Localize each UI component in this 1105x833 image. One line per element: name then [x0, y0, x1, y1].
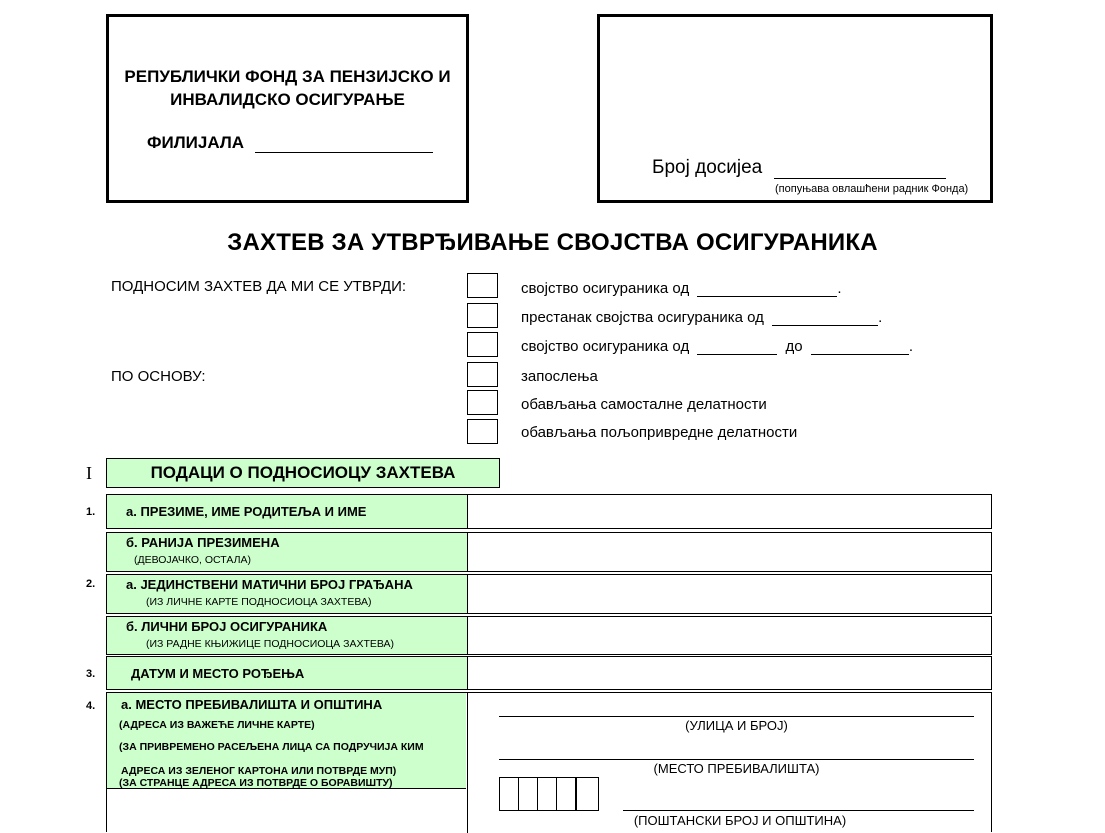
status-period-from-line[interactable]: [697, 354, 777, 355]
row-previous-surnames-input[interactable]: [468, 533, 991, 571]
form-title: ЗАХТЕВ ЗА УТВРЂИВАЊЕ СВОЈСТВА ОСИГУРАНИКА: [227, 229, 878, 256]
row-name-label-cell: [107, 495, 468, 528]
postal-code-box-4[interactable]: [556, 777, 576, 811]
row-residence-sub1: (АДРЕСА ИЗ ВАЖЕЋЕ ЛИЧНЕ КАРТЕ): [119, 719, 315, 731]
option-status-period: [521, 338, 913, 355]
checkbox-agriculture[interactable]: [467, 419, 498, 444]
option-status-period-dot: .: [908, 338, 913, 355]
checkbox-self-employment[interactable]: [467, 390, 498, 415]
postal-caption: (ПОШТАНСКИ БРОЈ И ОПШТИНА): [633, 813, 847, 828]
option-status-from: [521, 280, 842, 297]
row-number-1: 1.: [86, 506, 96, 518]
status-from-date-line[interactable]: [697, 296, 837, 297]
street-input-line[interactable]: [499, 716, 974, 717]
row-name: [106, 494, 992, 529]
postal-code-box-2[interactable]: [518, 777, 538, 811]
row-insured-number-sub: (ИЗ РАДНЕ КЊИЖИЦЕ ПОДНОСИОЦА ЗАХТЕВА): [146, 638, 395, 650]
fund-header-box: [106, 14, 469, 203]
option-status-end-label: престанак својства осигураника од: [521, 309, 764, 326]
row-birth-label: ДАТУМ И МЕСТО РОЂЕЊА: [131, 666, 305, 681]
row-jmbg-input[interactable]: [468, 575, 991, 613]
option-status-period-label: својство осигураника од: [521, 338, 690, 355]
option-status-from-dot: .: [837, 280, 842, 297]
option-status-end-dot: .: [878, 309, 883, 326]
checkbox-status-from[interactable]: [467, 273, 498, 298]
option-employment: запослења: [521, 368, 598, 385]
row-birth-input[interactable]: [468, 657, 991, 689]
row-residence-sub3: АДРЕСА ИЗ ЗЕЛЕНОГ КАРТОНА ИЛИ ПОТВРДЕ МУП): [121, 765, 397, 777]
option-self-employment: обављања самосталне делатности: [521, 396, 767, 413]
fund-name: [109, 65, 466, 111]
branch-input-line[interactable]: [255, 152, 433, 153]
fund-name-line1: РЕПУБЛИЧКИ ФОНД ЗА ПЕНЗИЈСКО И: [124, 67, 451, 86]
row-insured-number-input[interactable]: [468, 617, 991, 654]
section-title: ПОДАЦИ О ПОДНОСИОЦУ ЗАХТЕВА: [106, 458, 500, 488]
municipality-input-line[interactable]: [623, 810, 974, 811]
dossier-box: [597, 14, 993, 203]
option-status-end: [521, 309, 882, 326]
row-number-3: 3.: [86, 668, 96, 680]
row-residence-label-cell: [107, 693, 466, 789]
row-residence-label: а. МЕСТО ПРЕБИВАЛИШТА И ОПШТИНА: [121, 697, 383, 712]
branch-field: [147, 133, 433, 153]
fund-name-line2: ИНВАЛИДСКО ОСИГУРАЊЕ: [170, 90, 405, 109]
row-insured-number-label-cell: [107, 617, 468, 654]
dossier-note: (попуњава овлашћени радник Фонда): [775, 183, 969, 195]
row-previous-surnames-label: б. РАНИЈА ПРЕЗИМЕНА: [126, 535, 280, 550]
checkbox-status-end[interactable]: [467, 303, 498, 328]
checkbox-status-period[interactable]: [467, 332, 498, 357]
postal-code-box-1[interactable]: [499, 777, 519, 811]
row-birth-label-cell: [107, 657, 468, 689]
status-end-date-line[interactable]: [772, 325, 878, 326]
basis-label: ПО ОСНОВУ:: [111, 368, 206, 385]
postal-code-box-3[interactable]: [537, 777, 557, 811]
row-jmbg-label-cell: [107, 575, 468, 613]
street-caption: (УЛИЦА И БРОЈ): [685, 718, 788, 733]
row-name-label: а. ПРЕЗИМЕ, ИМЕ РОДИТЕЉА И ИМЕ: [126, 504, 367, 519]
option-agriculture: обављања пољопривредне делатности: [521, 424, 798, 441]
row-insured-number: [106, 616, 992, 655]
row-residence-sub4: (ЗА СТРАНЦЕ АДРЕСА ИЗ ПОТВРДЕ О БОРАВИШТУ): [119, 777, 393, 789]
residence-caption: (МЕСТО ПРЕБИВАЛИШТА): [653, 761, 820, 776]
request-label: ПОДНОСИМ ЗАХТЕВ ДА МИ СЕ УТВРДИ:: [111, 278, 407, 295]
row-previous-surnames: [106, 532, 992, 572]
dossier-label: Број досијеа: [652, 157, 763, 178]
residence-input-line[interactable]: [499, 759, 974, 760]
option-status-period-to: до: [785, 338, 803, 355]
row-jmbg: [106, 574, 992, 614]
row-number-4: 4.: [86, 700, 96, 712]
row-previous-surnames-sub: (ДЕВОЈАЧКО, ОСТАЛА): [134, 554, 251, 566]
status-period-to-line[interactable]: [811, 354, 909, 355]
row-insured-number-label: б. ЛИЧНИ БРОЈ ОСИГУРАНИКА: [126, 619, 328, 634]
section-number: I: [86, 463, 92, 483]
branch-label: ФИЛИЈАЛА: [147, 133, 245, 152]
row-number-2: 2.: [86, 578, 96, 590]
row-jmbg-sub: (ИЗ ЛИЧНЕ КАРТЕ ПОДНОСИОЦА ЗАХТЕВА): [146, 596, 372, 608]
dossier-field: [652, 157, 946, 179]
row-residence-sub2: (ЗА ПРИВРЕМЕНО РАСЕЉЕНА ЛИЦА СА ПОДРУЧИЈА КИМ: [119, 741, 424, 753]
row-jmbg-label: а. ЈЕДИНСТВЕНИ МАТИЧНИ БРОЈ ГРАЂАНА: [126, 577, 413, 592]
row-previous-surnames-label-cell: [107, 533, 468, 571]
option-status-from-label: својство осигураника од: [521, 280, 690, 297]
row-birth: [106, 656, 992, 690]
postal-code-box-5[interactable]: [576, 777, 599, 811]
checkbox-employment[interactable]: [467, 362, 498, 387]
row-name-input[interactable]: [468, 495, 991, 528]
dossier-input-line[interactable]: [774, 178, 946, 179]
